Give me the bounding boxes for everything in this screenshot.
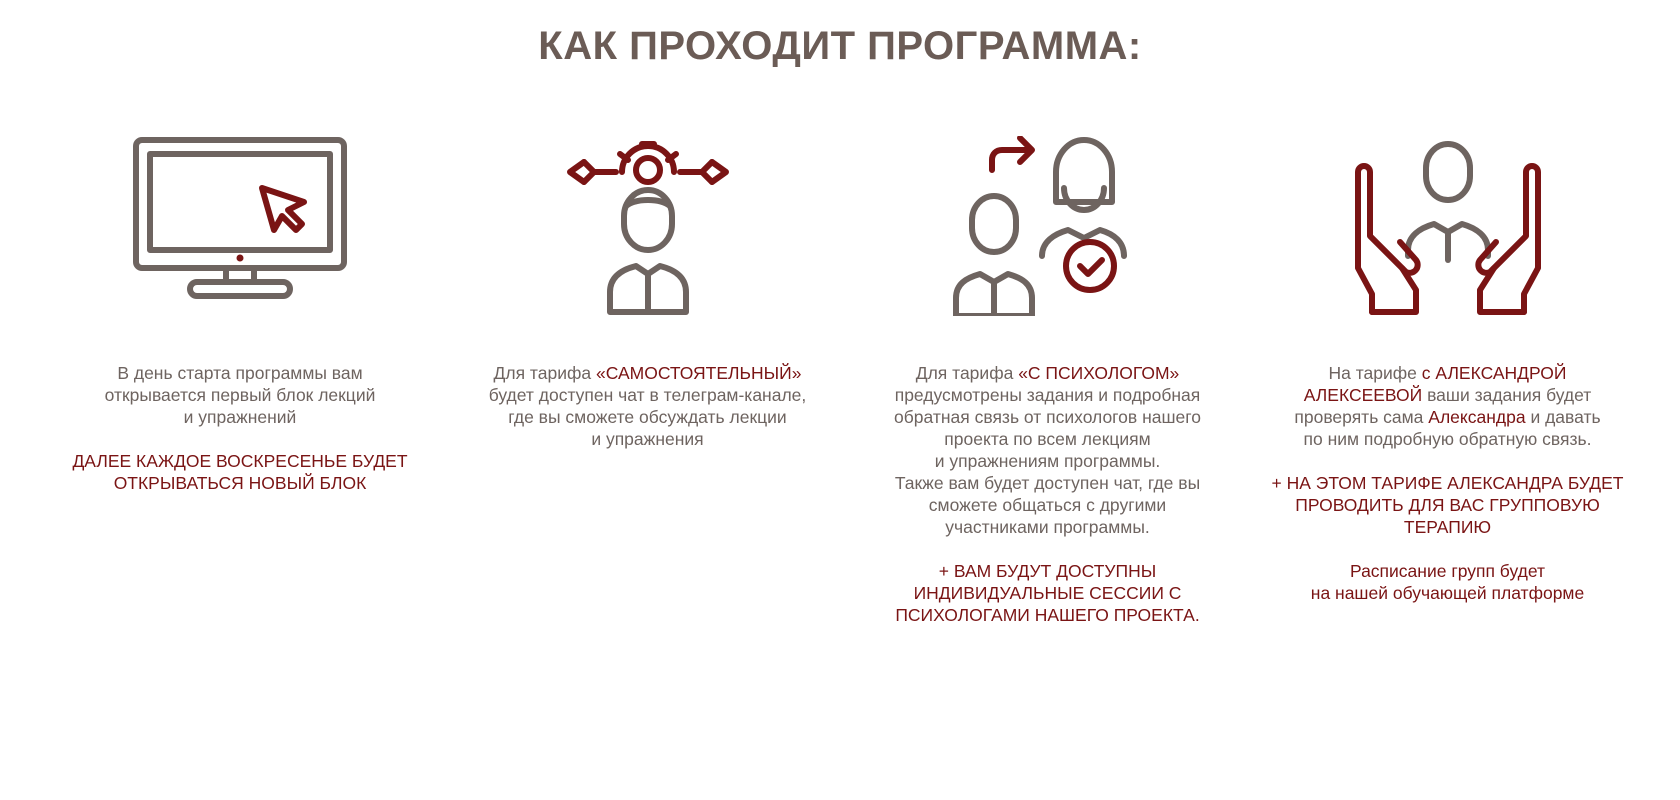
step-3-accent-1: + ВАМ БУДУТ ДОСТУПНЫ: [938, 561, 1157, 581]
step-4: [1270, 136, 1625, 604]
hands-holding-person-icon: [1338, 136, 1558, 316]
step-1-text-1: В день старта программы вам: [117, 363, 363, 383]
step-4-schedule-1: Расписание групп будет: [1349, 561, 1545, 581]
step-3-text-1: Для тарифа: [915, 363, 1019, 383]
step-3: [870, 136, 1225, 626]
person-to-psychologist-icon: [938, 136, 1158, 316]
step-1-text-3: и упражнений: [183, 407, 297, 427]
step-1-text-2: открывается первый блок лекций: [104, 385, 376, 405]
step-3-text-6: Также вам будет доступен чат, где вы: [894, 473, 1201, 493]
step-4-accent-3: ТЕРАПИЮ: [1403, 517, 1492, 537]
step-4-accent-1: + НА ЭТОМ ТАРИФЕ АЛЕКСАНДРА БУДЕТ: [1271, 473, 1624, 493]
step-4-schedule-2: на нашей обучающей платформе: [1310, 583, 1585, 603]
step-1-accent-1: ДАЛЕЕ КАЖДОЕ ВОСКРЕСЕНЬЕ БУДЕТ: [72, 451, 408, 471]
section-title: КАК ПРОХОДИТ ПРОГРАММА:: [538, 24, 1142, 68]
step-2: [470, 136, 825, 450]
step-4-text-3: проверять сама: [1294, 407, 1429, 427]
step-4-highlight-2: АЛЕКСЕЕВОЙ: [1303, 385, 1423, 405]
step-3-text-5: и упражнениям программы.: [934, 451, 1161, 471]
step-3-accent-3: ПСИХОЛОГАМИ НАШЕГО ПРОЕКТА.: [895, 605, 1200, 625]
computer-monitor-cursor-icon: [130, 136, 350, 316]
step-4-accent-2: ПРОВОДИТЬ ДЛЯ ВАС ГРУППОВУЮ: [1295, 495, 1600, 515]
step-1: [70, 136, 410, 494]
step-2-text-2: будет доступен чат в телеграм-канале,: [488, 385, 807, 405]
step-3-accent-2: ИНДИВИДУАЛЬНЫЕ СЕССИИ С: [913, 583, 1182, 603]
step-2-text-1: Для тарифа: [493, 363, 596, 383]
step-4-text-5: по ним подробную обратную связь.: [1303, 429, 1592, 449]
step-1-accent-2: ОТКРЫВАТЬСЯ НОВЫЙ БЛОК: [113, 473, 367, 493]
step-3-text-7: сможете общаться с другими: [928, 495, 1167, 515]
step-4-text-1: На тарифе: [1328, 363, 1422, 383]
step-2-text-3: где вы сможете обсуждать лекции: [508, 407, 787, 427]
step-2-text-4: и упражнения: [591, 429, 704, 449]
step-4-highlight-3: Александра: [1428, 407, 1526, 427]
step-3-tariff-name: «С ПСИХОЛОГОМ»: [1018, 363, 1180, 383]
step-3-text-4: проекта по всем лекциям: [944, 429, 1151, 449]
step-3-text-2: предусмотрены задания и подробная: [894, 385, 1201, 405]
person-gear-arrows-icon: [538, 136, 758, 316]
step-2-tariff-name: «САМОСТОЯТЕЛЬНЫЙ»: [596, 363, 802, 383]
step-4-text-4: и давать: [1525, 407, 1601, 427]
step-3-text-8: участниками программы.: [945, 517, 1150, 537]
step-4-highlight-1: с АЛЕКСАНДРОЙ: [1421, 363, 1567, 383]
step-4-text-2: ваши задания будет: [1422, 385, 1592, 405]
step-3-text-3: обратная связь от психологов нашего: [894, 407, 1201, 427]
